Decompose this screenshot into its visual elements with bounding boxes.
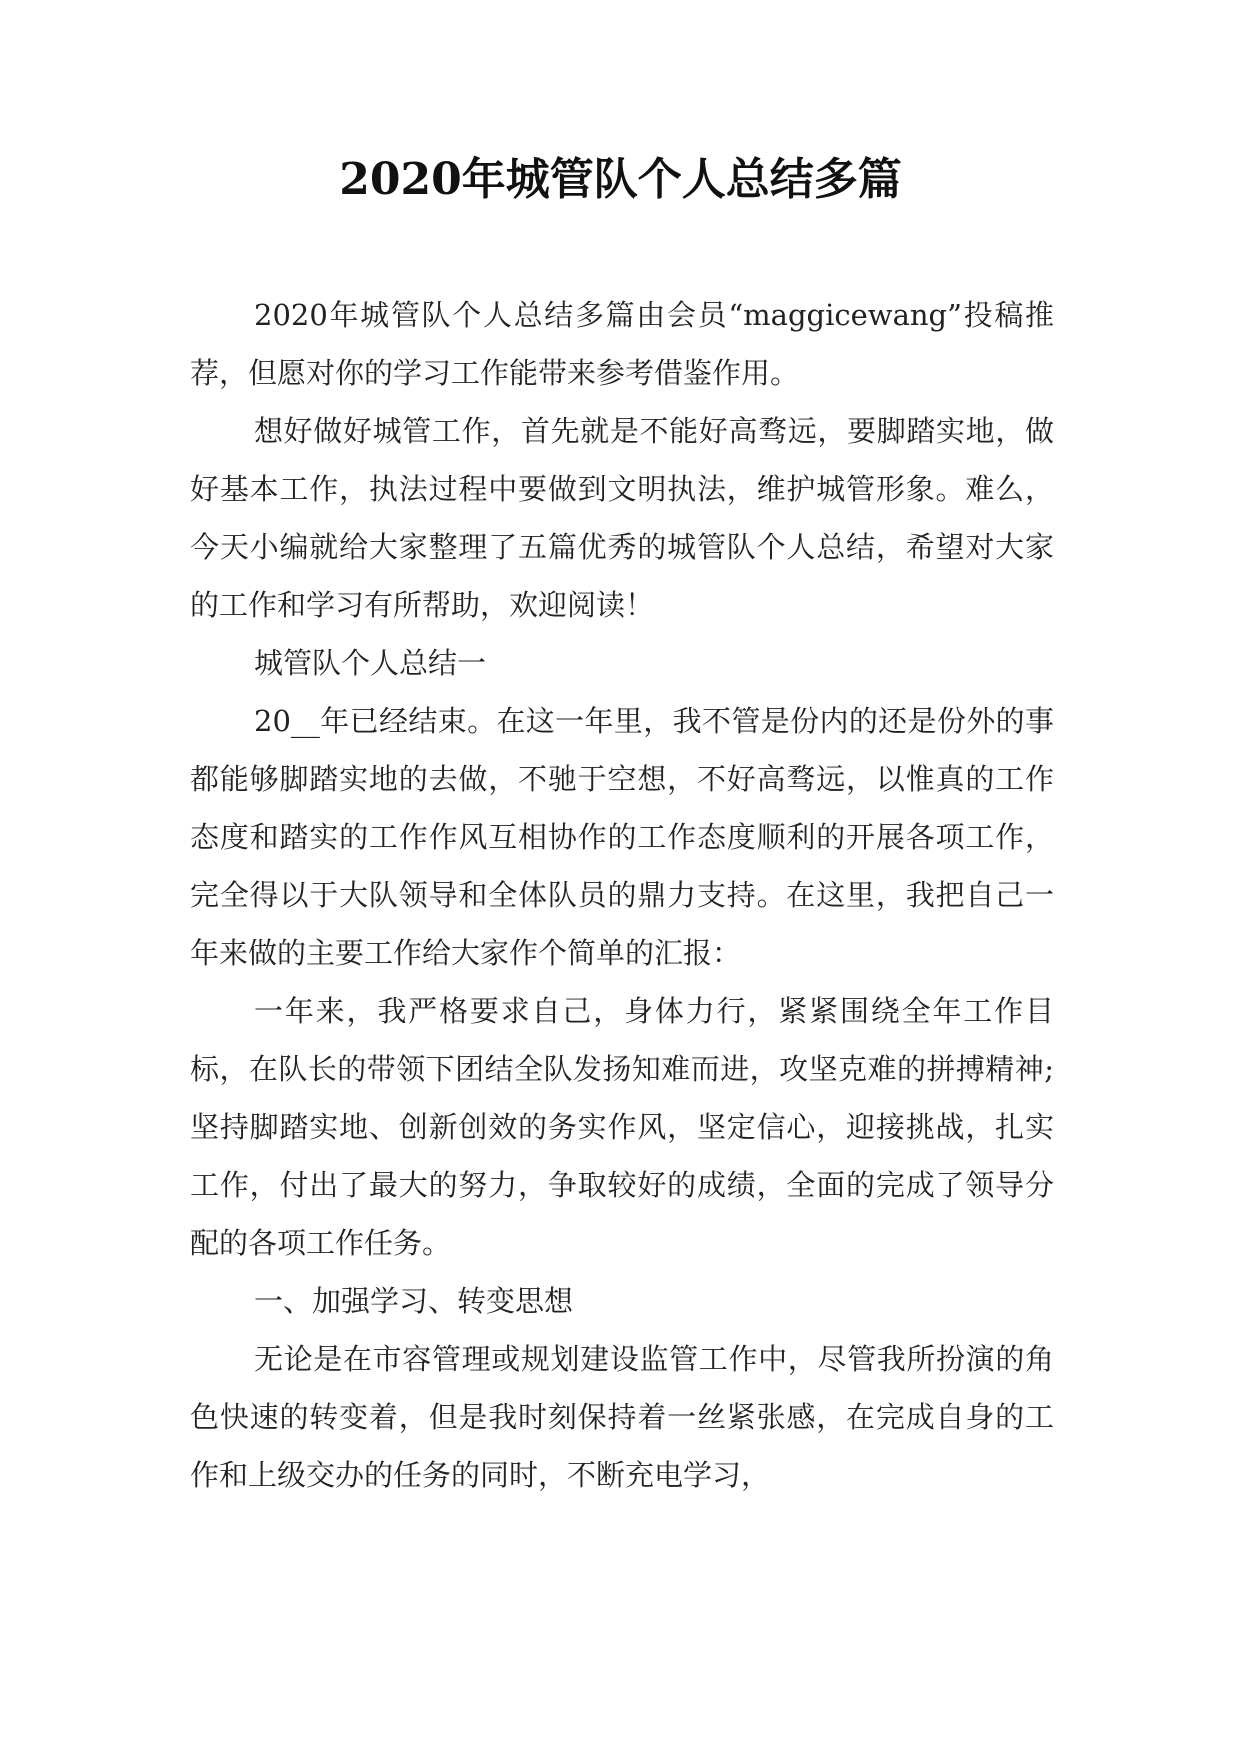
- subheading-study: 一、加强学习、转变思想: [254, 1284, 574, 1318]
- document-body: [190, 286, 1054, 1504]
- body-paragraph-year-end: 20__年已经结束。在这一年里，我不管是份内的还是份外的事都能够脚踏实地的去做，不驰于空想，不好高骛远，以惟真的工作态度和踏实的工作作风互相协作的工作态度顺利的开展各项工作，完全得以于大队领导和全体队员的鼎力支持。在这里，我把自己一年来做的主要工作给大家作个简单的汇报：: [190, 704, 1054, 970]
- section-heading-summary-one: 城管队个人总结一: [254, 646, 487, 680]
- body-paragraph-year-review: 一年来，我严格要求自己，身体力行，紧紧围绕全年工作目标，在队长的带领下团结全队发扬知难而进，攻坚克难的拼搏精神;坚持脚踏实地、创新创效的务实作风，坚定信心，迎接挑战，扎实工作，付出了最大的努力，争取较好的成绩，全面的完成了领导分配的各项工作任务。: [190, 994, 1054, 1260]
- body-paragraph-study: 无论是在市容管理或规划建设监管工作中，尽管我所扮演的角色快速的转变着，但是我时刻保持着一丝紧张感，在完成自身的工作和上级交办的任务的同时，不断充电学习，: [190, 1342, 1054, 1492]
- preface-paragraph: 想好做好城管工作，首先就是不能好高骛远，要脚踏实地，做好基本工作，执法过程中要做到文明执法，维护城管形象。难么，今天小编就给大家整理了五篇优秀的城管队个人总结，希望对大家的工作和学习有所帮助，欢迎阅读！: [190, 414, 1054, 622]
- document-title: 2020年城管队个人总结多篇: [339, 154, 902, 205]
- intro-paragraph: 2020年城管队个人总结多篇由会员“maggicewang”投稿推荐，但愿对你的学习工作能带来参考借鉴作用。: [190, 298, 1054, 390]
